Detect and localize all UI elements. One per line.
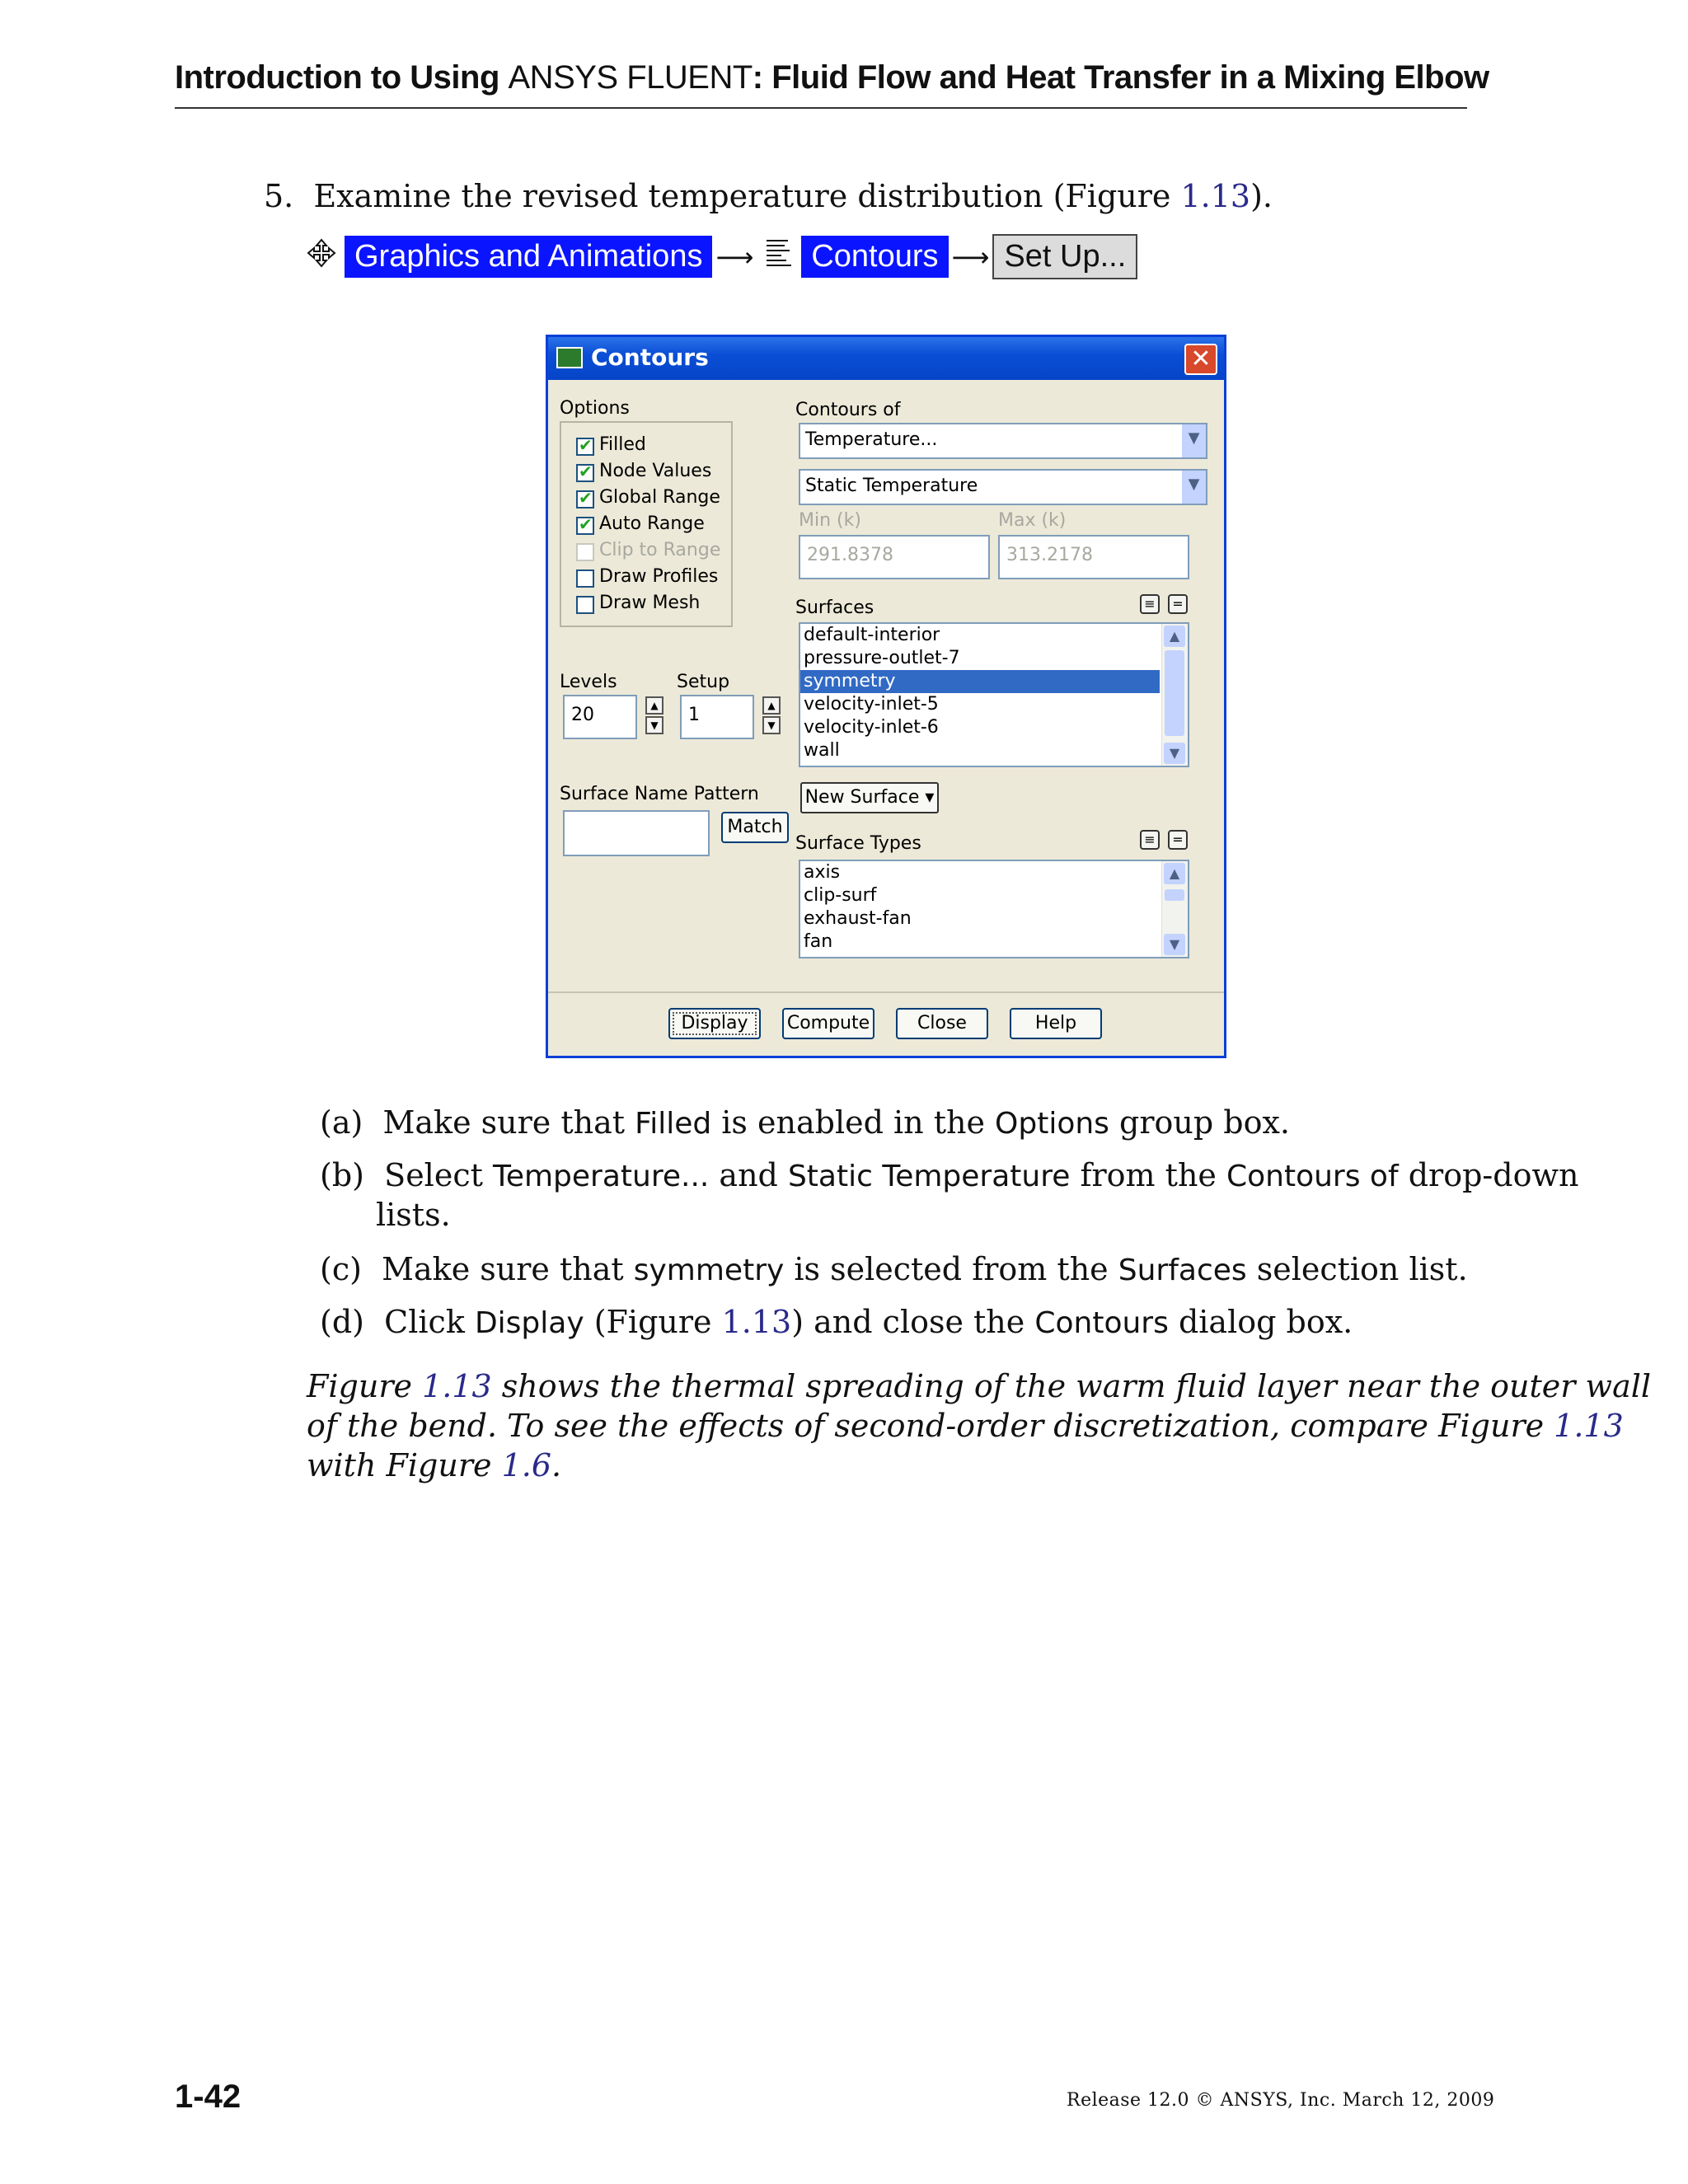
close-icon[interactable]: ✕	[1184, 344, 1217, 375]
close-button[interactable]: Close	[896, 1008, 988, 1039]
header-part2: ANSYS FLUENT	[508, 59, 753, 96]
header-rule	[175, 107, 1467, 109]
auto-range-checkbox[interactable]	[576, 517, 594, 535]
text: from the	[1070, 1157, 1226, 1193]
setup-label: Setup	[677, 672, 730, 692]
ui-term: Temperature...	[492, 1160, 710, 1193]
max-label: Max (k)	[998, 510, 1067, 531]
fluent-app-icon	[556, 347, 583, 368]
note-line-3	[307, 1447, 561, 1483]
new-surface-button[interactable]: New Surface ▾	[800, 782, 939, 813]
header-part1: Introduction to Using	[175, 59, 509, 96]
marker: (c)	[320, 1251, 362, 1287]
ui-term: symmetry	[633, 1254, 785, 1287]
text: ) and close the	[791, 1304, 1035, 1340]
list-item[interactable]: velocity-inlet-6	[804, 717, 939, 738]
text: Figure	[307, 1368, 423, 1404]
levels-label: Levels	[560, 672, 617, 692]
text: Select	[384, 1157, 493, 1193]
figure-link[interactable]: 1.13	[422, 1368, 492, 1404]
note-line-1	[307, 1368, 1651, 1404]
text: (Figure	[584, 1304, 722, 1340]
list-item[interactable]: wall	[804, 740, 840, 761]
contours-of-label: Contours of	[795, 400, 901, 420]
scroll-down-icon[interactable]: ▼	[1164, 934, 1185, 955]
setup-up-icon[interactable]: ▲	[762, 696, 781, 715]
text: .	[551, 1447, 562, 1483]
options-label: Options	[560, 398, 630, 419]
text: is enabled in the	[711, 1104, 996, 1141]
text: Click	[384, 1304, 475, 1340]
ui-term: Contours	[1034, 1306, 1169, 1340]
surface-name-pattern-label: Surface Name Pattern	[560, 784, 759, 804]
draw-mesh-label: Draw Mesh	[599, 593, 701, 613]
max-field[interactable]	[998, 535, 1189, 579]
step-text-end: ).	[1250, 178, 1273, 214]
text: shows the thermal spreading of the warm fluid layer near the outer wall	[491, 1368, 1652, 1404]
ui-term: Static Temperature	[787, 1160, 1071, 1193]
text: selection list.	[1246, 1251, 1468, 1287]
draw-profiles-label: Draw Profiles	[599, 566, 719, 587]
match-button[interactable]: Match	[721, 812, 789, 843]
scroll-thumb[interactable]	[1165, 650, 1184, 736]
surfaces-list[interactable]	[799, 622, 1189, 767]
text: of the bend. To see the effects of second-order discretization, compare Figure	[307, 1408, 1554, 1444]
move-icon	[307, 238, 336, 275]
marker: (d)	[320, 1304, 364, 1340]
levels-up-icon[interactable]: ▲	[645, 696, 663, 715]
node-values-label: Node Values	[599, 461, 712, 481]
deselect-all-types-icon[interactable]: =	[1168, 830, 1188, 850]
scroll-up-icon[interactable]: ▲	[1164, 863, 1185, 884]
text: Make sure that	[382, 1251, 634, 1287]
scroll-thumb[interactable]	[1165, 889, 1184, 901]
contours-of-category-value: Temperature...	[805, 429, 938, 450]
figure-link[interactable]: 1.13	[721, 1304, 792, 1340]
ui-term: Filled	[635, 1107, 712, 1141]
step-5	[264, 178, 1273, 214]
select-all-types-icon[interactable]: ≡	[1140, 830, 1160, 850]
ui-term: Contours of	[1226, 1160, 1399, 1193]
nav-graphics-and-animations[interactable]: Graphics and Animations	[345, 236, 712, 278]
setup-down-icon[interactable]: ▼	[762, 716, 781, 734]
scroll-up-icon[interactable]: ▲	[1164, 626, 1185, 647]
filled-label: Filled	[599, 434, 646, 455]
text: group box.	[1109, 1104, 1290, 1141]
step-number: 5.	[264, 178, 294, 214]
display-button[interactable]: Display	[668, 1008, 761, 1039]
min-value: 291.8378	[807, 545, 893, 565]
running-header	[175, 59, 1489, 96]
figure-link[interactable]: 1.13	[1554, 1408, 1624, 1444]
list-item-selected[interactable]: symmetry	[800, 670, 1160, 693]
surface-types-list[interactable]	[799, 860, 1189, 958]
list-item[interactable]: default-interior	[804, 625, 940, 645]
instruction-d	[320, 1304, 1353, 1340]
chevron-down-icon[interactable]: ▼	[1181, 424, 1206, 457]
contours-dialog	[546, 335, 1226, 1058]
dialog-title: Contours	[591, 344, 709, 371]
marker: (b)	[320, 1157, 364, 1193]
navigation-path	[307, 234, 1137, 284]
button-bar-divider	[548, 991, 1224, 993]
text: is selected from the	[784, 1251, 1118, 1287]
list-item[interactable]: exhaust-fan	[804, 908, 912, 929]
contours-of-quantity-value: Static Temperature	[805, 476, 978, 496]
release-info: Release 12.0 © ANSYS, Inc. March 12, 2009	[1067, 2090, 1495, 2111]
global-range-checkbox[interactable]	[576, 490, 594, 509]
contours-of-category-dropdown[interactable]	[799, 423, 1207, 459]
list-item[interactable]: axis	[804, 862, 841, 883]
text: with Figure	[307, 1447, 502, 1483]
levels-down-icon[interactable]: ▼	[645, 716, 663, 734]
levels-field[interactable]	[563, 695, 637, 739]
ui-term: Surfaces	[1118, 1254, 1247, 1287]
select-all-surfaces-icon[interactable]: ≡	[1140, 594, 1160, 614]
levels-value: 20	[571, 705, 594, 725]
help-button[interactable]: Help	[1010, 1008, 1102, 1039]
scroll-down-icon[interactable]: ▼	[1164, 743, 1185, 764]
ui-term: Display	[474, 1306, 584, 1340]
contours-tree-icon	[765, 237, 793, 276]
chevron-down-icon[interactable]: ▼	[1181, 471, 1206, 504]
deselect-all-surfaces-icon[interactable]: =	[1168, 594, 1188, 614]
surface-name-pattern-input[interactable]	[563, 810, 710, 856]
text: and	[709, 1157, 788, 1193]
list-item[interactable]: fan	[804, 931, 833, 952]
text: drop-down	[1398, 1157, 1579, 1193]
text: Make sure that	[382, 1104, 635, 1141]
clip-to-range-label: Clip to Range	[599, 540, 721, 560]
filled-checkbox[interactable]	[576, 438, 594, 456]
nav-arrow: ⟶	[715, 241, 754, 273]
min-label: Min (k)	[799, 510, 861, 531]
header-part3: : Fluid Flow and Heat Transfer in a Mixing Elbow	[752, 59, 1489, 96]
surface-types-scrollbar[interactable]	[1161, 861, 1188, 957]
instruction-b	[320, 1157, 1578, 1193]
surfaces-label: Surfaces	[795, 598, 874, 618]
nav-arrow-2: ⟶	[951, 241, 990, 273]
surface-types-label: Surface Types	[795, 833, 921, 854]
marker: (a)	[320, 1104, 363, 1141]
list-item[interactable]: velocity-inlet-5	[804, 694, 939, 715]
min-field[interactable]	[799, 535, 990, 579]
max-value: 313.2178	[1006, 545, 1093, 565]
auto-range-label: Auto Range	[599, 513, 705, 534]
draw-mesh-checkbox[interactable]	[576, 596, 594, 614]
note-line-2	[307, 1408, 1624, 1444]
instruction-c	[320, 1251, 1468, 1287]
surfaces-scrollbar[interactable]	[1161, 624, 1188, 766]
compute-button[interactable]: Compute	[782, 1008, 874, 1039]
instruction-b-cont: lists.	[376, 1197, 451, 1233]
clip-to-range-checkbox[interactable]	[576, 543, 594, 561]
contours-of-quantity-dropdown[interactable]	[799, 469, 1207, 505]
nav-contours[interactable]: Contours	[801, 236, 948, 278]
text: dialog box.	[1168, 1304, 1353, 1340]
list-item[interactable]: clip-surf	[804, 885, 877, 906]
figure-link[interactable]: 1.13	[1180, 178, 1251, 214]
page-number: 1-42	[175, 2079, 241, 2115]
setup-value: 1	[688, 705, 700, 725]
node-values-checkbox[interactable]	[576, 464, 594, 482]
setup-field[interactable]	[680, 695, 754, 739]
figure-link[interactable]: 1.6	[501, 1447, 551, 1483]
ui-term: Options	[995, 1107, 1109, 1141]
list-item[interactable]: pressure-outlet-7	[804, 648, 960, 668]
draw-profiles-checkbox[interactable]	[576, 569, 594, 588]
global-range-label: Global Range	[599, 487, 720, 508]
instruction-a	[320, 1104, 1290, 1141]
step-text: Examine the revised temperature distribution (Figure	[313, 178, 1181, 214]
set-up-button[interactable]: Set Up...	[992, 234, 1137, 279]
